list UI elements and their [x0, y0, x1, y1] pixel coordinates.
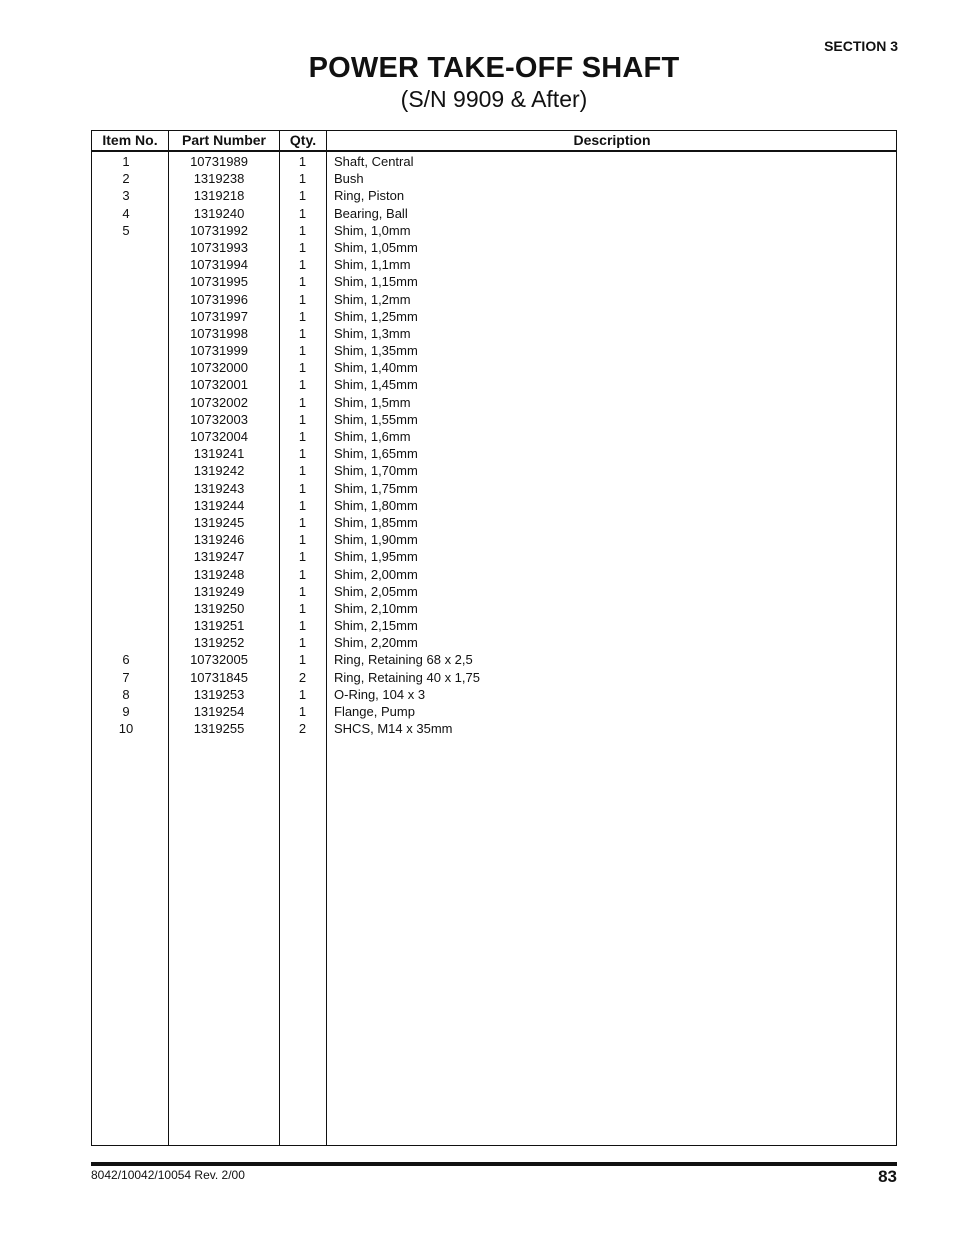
qty-cell: 1: [298, 497, 307, 513]
qty-cell: 1: [298, 704, 307, 719]
table-row: [92, 187, 896, 204]
table-row: [92, 480, 896, 497]
part-number-cell: 1319218: [193, 188, 245, 204]
description-cell: Ring, Piston: [334, 188, 405, 204]
col-header-description: Description: [573, 132, 651, 148]
description-cell: Shim, 1,0mm: [334, 222, 411, 238]
part-number-cell: 1319255: [193, 721, 245, 737]
part-number-cell: 10731998: [190, 325, 248, 341]
description-cell: Shim, 1,05mm: [334, 239, 418, 255]
table-row: [92, 205, 896, 222]
part-number-cell: 1319244: [193, 497, 245, 513]
description-cell: Shim, 1,2mm: [334, 291, 411, 307]
table-row: [92, 359, 896, 376]
qty-cell: 1: [298, 411, 307, 427]
table-row: [92, 651, 896, 668]
document-number: 8042/10042/10054 Rev. 2/00: [91, 1168, 245, 1182]
qty-cell: 1: [298, 308, 307, 324]
description-cell: Shim, 1,45mm: [334, 377, 418, 393]
description-cell: Shim, 2,10mm: [334, 600, 418, 616]
section-label: SECTION 3: [824, 38, 898, 54]
qty-cell: 1: [298, 429, 307, 444]
qty-cell: 1: [298, 463, 307, 479]
part-number-cell: 1319250: [193, 600, 245, 616]
part-number-cell: 10732002: [190, 394, 248, 410]
qty-cell: 2: [298, 721, 307, 737]
qty-cell: 1: [298, 618, 307, 634]
description-cell: Shim, 1,35mm: [334, 343, 418, 359]
qty-cell: 1: [298, 343, 307, 359]
table-row: [92, 617, 896, 634]
description-cell: Shim, 1,5mm: [334, 394, 411, 410]
part-number-cell: 1319246: [193, 532, 245, 548]
part-number-cell: 1319243: [193, 480, 245, 496]
item-number-cell: 9: [122, 704, 130, 719]
qty-cell: 1: [298, 377, 307, 393]
qty-cell: 1: [298, 291, 307, 307]
part-number-cell: 1319241: [193, 446, 245, 462]
table-row: [92, 170, 896, 187]
qty-cell: 1: [298, 635, 307, 651]
qty-cell: 1: [298, 583, 307, 599]
item-number-cell: 10: [118, 721, 134, 737]
item-number-cell: 7: [122, 669, 130, 685]
table-header: [92, 131, 896, 152]
part-number-cell: 10731994: [190, 257, 248, 273]
part-number-cell: 1319240: [193, 205, 245, 221]
part-number-cell: 10731999: [190, 343, 248, 359]
table-row: [92, 291, 896, 308]
table-row: [92, 273, 896, 290]
table-row: [92, 703, 896, 720]
table-row: [92, 256, 896, 273]
qty-cell: 1: [298, 686, 307, 702]
col-header-qty: Qty.: [289, 132, 317, 148]
qty-cell: 1: [298, 514, 307, 530]
table-row: [92, 394, 896, 411]
part-number-cell: 10731996: [190, 291, 248, 307]
table-row: [92, 325, 896, 342]
footer-rule: [91, 1162, 897, 1166]
part-number-cell: 10731992: [190, 222, 248, 238]
table-row: [92, 514, 896, 531]
table-row: [92, 600, 896, 617]
table-body: [92, 153, 896, 737]
part-number-cell: 1319248: [193, 566, 245, 582]
table-row: [92, 222, 896, 239]
table-row: [92, 153, 896, 170]
table-row: [92, 411, 896, 428]
description-cell: Shim, 1,15mm: [334, 274, 418, 290]
part-number-cell: 1319247: [193, 549, 245, 565]
description-cell: Shim, 1,85mm: [334, 514, 418, 530]
description-cell: Bearing, Ball: [334, 205, 408, 221]
item-number-cell: 4: [122, 205, 130, 221]
table-row: [92, 445, 896, 462]
table-row: [92, 686, 896, 703]
item-number-cell: 2: [122, 171, 130, 187]
description-cell: Shim, 1,95mm: [334, 549, 418, 565]
table-row: [92, 239, 896, 256]
description-cell: Ring, Retaining 40 x 1,75: [334, 669, 480, 685]
description-cell: Shim, 1,65mm: [334, 446, 418, 462]
table-row: [92, 531, 896, 548]
page-title: POWER TAKE-OFF SHAFT: [308, 52, 680, 84]
description-cell: Shim, 1,6mm: [334, 429, 411, 444]
description-cell: Shim, 2,05mm: [334, 583, 418, 599]
qty-cell: 1: [298, 205, 307, 221]
part-number-cell: 10731995: [190, 274, 248, 290]
qty-cell: 1: [298, 532, 307, 548]
description-cell: O-Ring, 104 x 3: [334, 686, 426, 702]
table-row: [92, 342, 896, 359]
parts-table: [91, 130, 897, 1146]
part-number-cell: 1319252: [193, 635, 245, 651]
description-cell: Flange, Pump: [334, 704, 415, 719]
qty-cell: 1: [298, 600, 307, 616]
part-number-cell: 1319251: [193, 618, 245, 634]
col-header-item-no: Item No.: [102, 132, 158, 148]
qty-cell: 1: [298, 394, 307, 410]
part-number-cell: 10732000: [190, 360, 248, 376]
table-row: [92, 720, 896, 737]
table-row: [92, 548, 896, 565]
qty-cell: 1: [298, 171, 307, 187]
description-cell: Shaft, Central: [334, 154, 414, 169]
table-row: [92, 669, 896, 686]
description-cell: Shim, 2,00mm: [334, 566, 418, 582]
qty-cell: 1: [298, 239, 307, 255]
item-number-cell: 8: [122, 686, 130, 702]
description-cell: Shim, 1,70mm: [334, 463, 418, 479]
qty-cell: 2: [298, 669, 307, 685]
table-row: [92, 583, 896, 600]
qty-cell: 1: [298, 480, 307, 496]
qty-cell: 1: [298, 652, 307, 668]
description-cell: Shim, 2,15mm: [334, 618, 418, 634]
description-cell: Shim, 1,55mm: [334, 411, 418, 427]
table-row: [92, 634, 896, 651]
part-number-cell: 10731845: [190, 669, 248, 685]
part-number-cell: 1319253: [193, 686, 245, 702]
table-row: [92, 376, 896, 393]
description-cell: SHCS, M14 x 35mm: [334, 721, 453, 737]
part-number-cell: 10732003: [190, 411, 248, 427]
part-number-cell: 1319242: [193, 463, 245, 479]
description-cell: Shim, 1,3mm: [334, 325, 411, 341]
part-number-cell: 10731989: [190, 154, 248, 169]
item-number-cell: 1: [122, 154, 130, 169]
qty-cell: 1: [298, 360, 307, 376]
page-subtitle: (S/N 9909 & After): [400, 86, 588, 112]
part-number-cell: 10731997: [190, 308, 248, 324]
qty-cell: 1: [298, 325, 307, 341]
part-number-cell: 10732004: [190, 429, 248, 444]
description-cell: Shim, 1,25mm: [334, 308, 418, 324]
qty-cell: 1: [298, 446, 307, 462]
description-cell: Shim, 1,75mm: [334, 480, 418, 496]
part-number-cell: 10732001: [190, 377, 248, 393]
part-number-cell: 1319249: [193, 583, 245, 599]
qty-cell: 1: [298, 222, 307, 238]
description-cell: Shim, 2,20mm: [334, 635, 418, 651]
qty-cell: 1: [298, 566, 307, 582]
description-cell: Shim, 1,40mm: [334, 360, 418, 376]
description-cell: Shim, 1,90mm: [334, 532, 418, 548]
table-row: [92, 566, 896, 583]
col-header-part-number: Part Number: [181, 132, 267, 148]
description-cell: Shim, 1,80mm: [334, 497, 418, 513]
part-number-cell: 1319238: [193, 171, 245, 187]
item-number-cell: 5: [122, 222, 130, 238]
item-number-cell: 6: [122, 652, 130, 668]
description-cell: Bush: [334, 171, 364, 187]
qty-cell: 1: [298, 188, 307, 204]
table-row: [92, 308, 896, 325]
qty-cell: 1: [298, 274, 307, 290]
description-cell: Shim, 1,1mm: [334, 257, 411, 273]
part-number-cell: 10731993: [190, 239, 248, 255]
item-number-cell: 3: [122, 188, 130, 204]
part-number-cell: 1319245: [193, 514, 245, 530]
table-row: [92, 462, 896, 479]
qty-cell: 1: [298, 154, 307, 169]
qty-cell: 1: [298, 549, 307, 565]
page-number: 83: [878, 1167, 897, 1186]
table-row: [92, 497, 896, 514]
part-number-cell: 10732005: [190, 652, 248, 668]
qty-cell: 1: [298, 257, 307, 273]
table-row: [92, 428, 896, 445]
description-cell: Ring, Retaining 68 x 2,5: [334, 652, 473, 668]
part-number-cell: 1319254: [193, 704, 245, 719]
